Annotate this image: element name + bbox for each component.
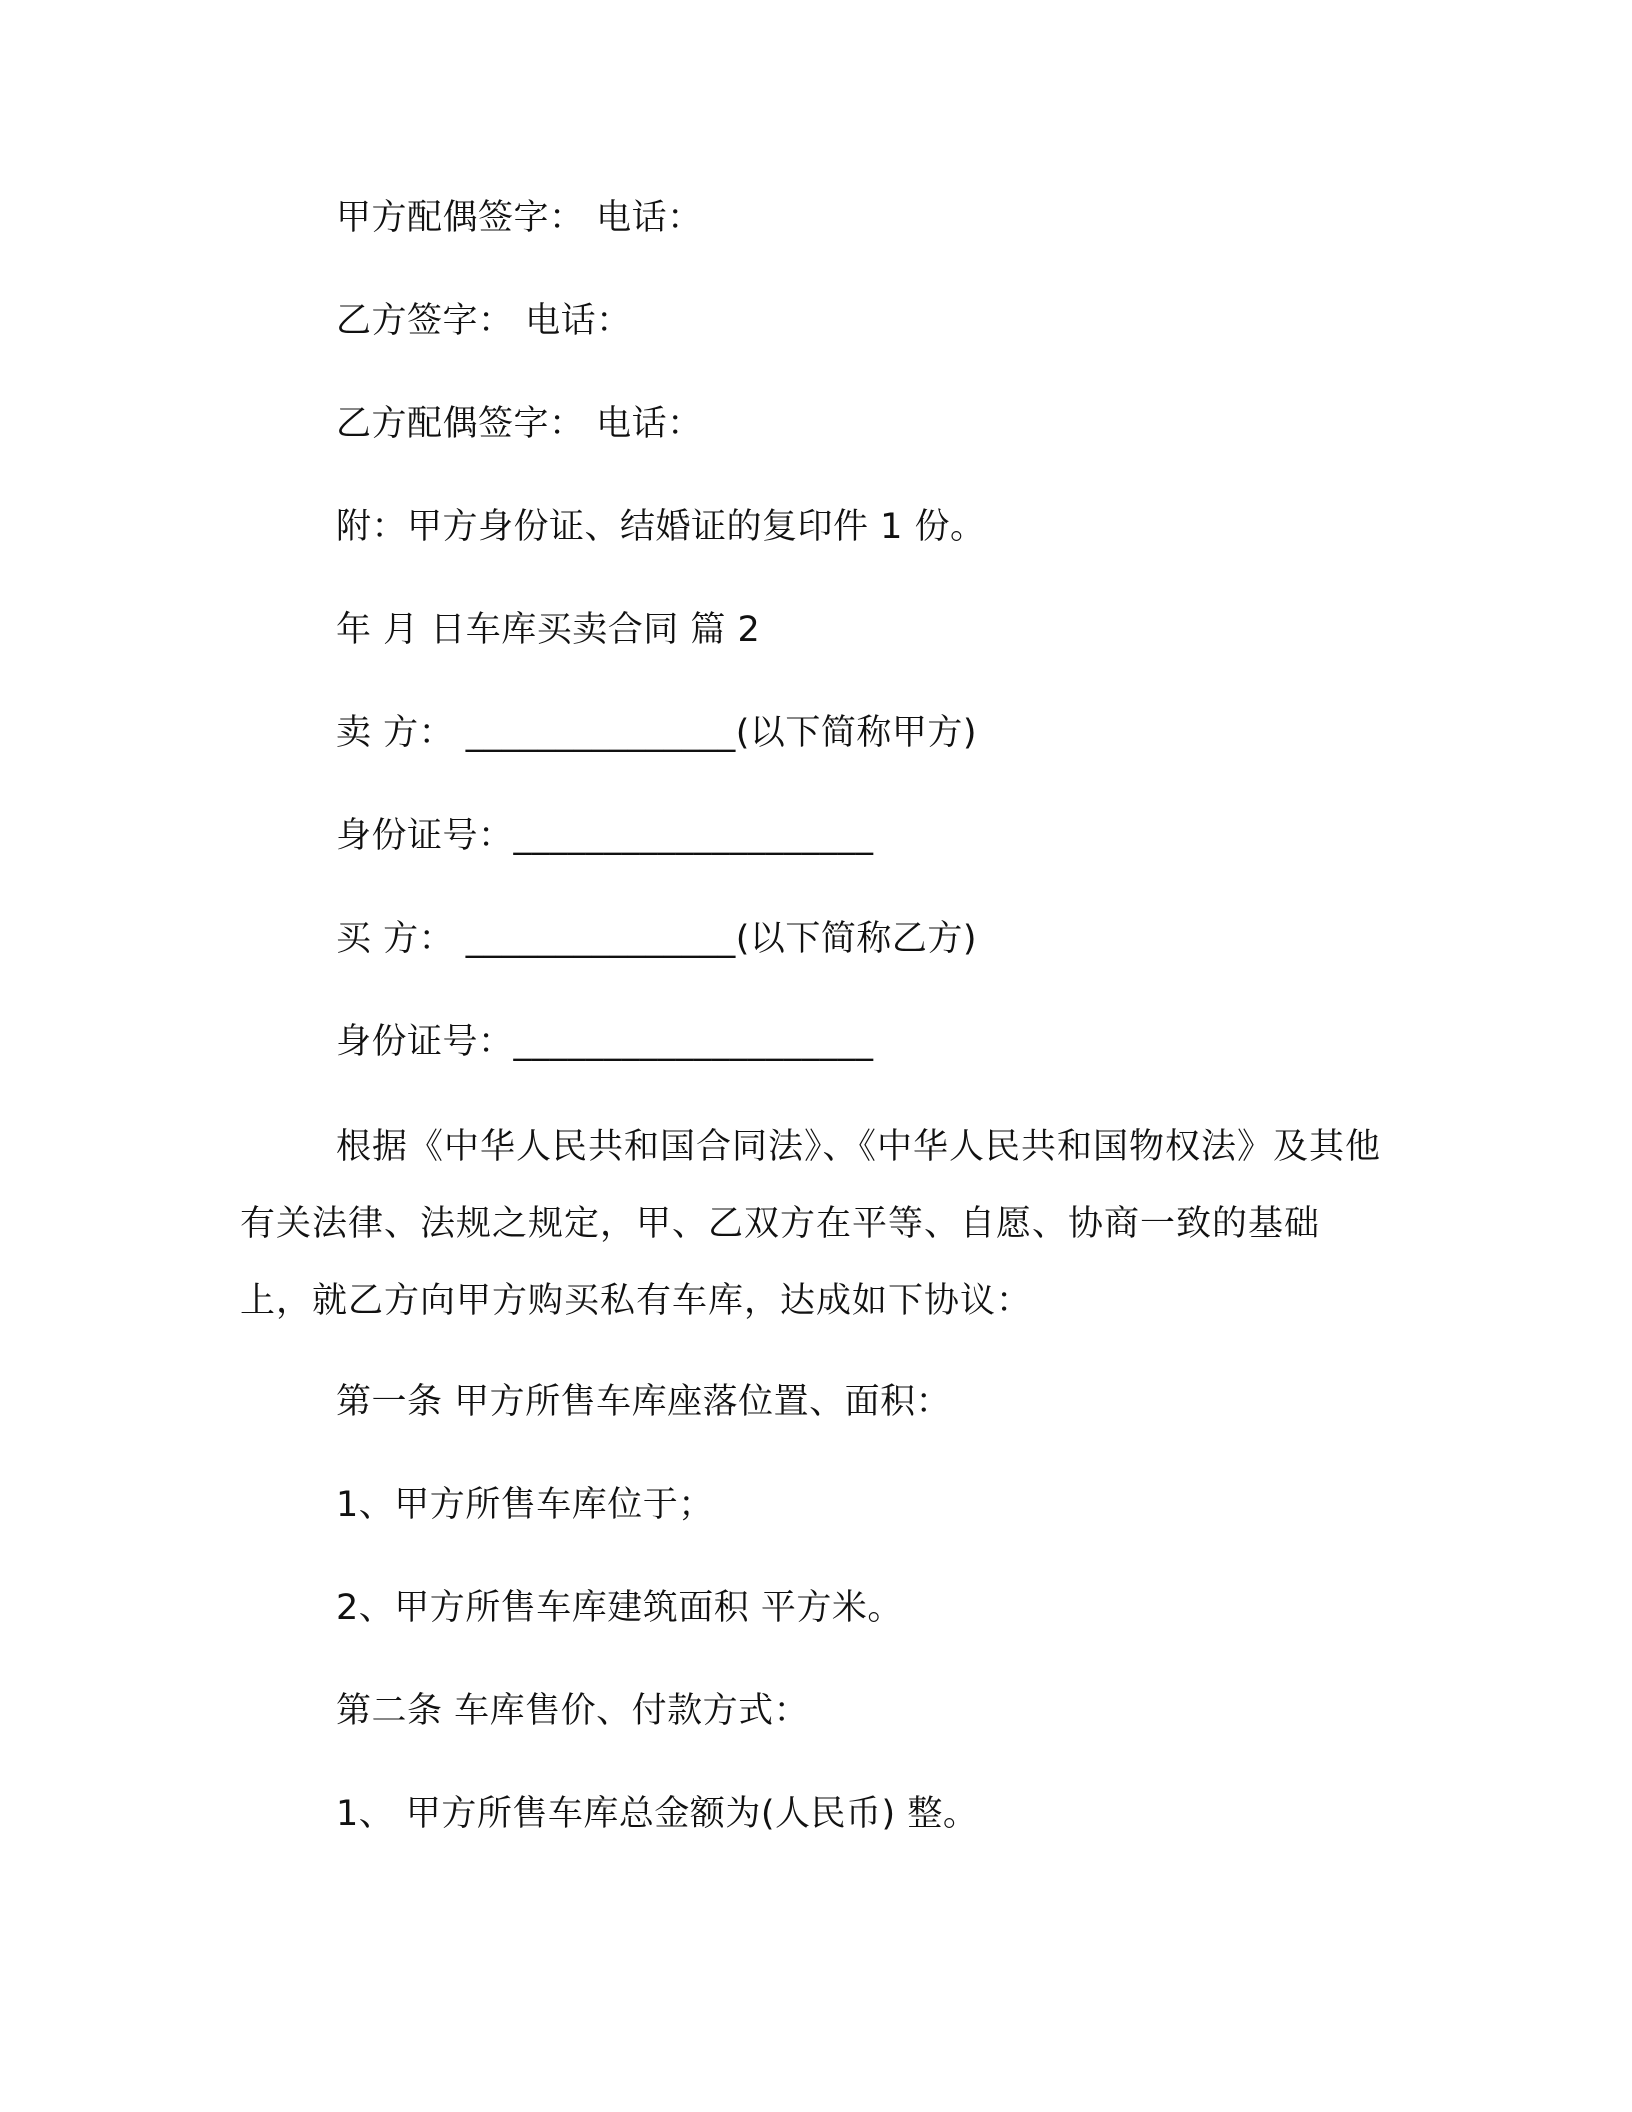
clause-1-item-1: 1、甲方所售车库位于； [336,1485,714,1525]
attachment-note: 附：甲方身份证、结婚证的复印件 1 份。 [336,507,986,547]
buyer-id-number-line: 身份证号：____________________ [336,1022,874,1062]
preamble-paragraph: 根据《中华人民共和国合同法》、《中华人民共和国物权法》及其他有关法律、法规之规定，甲、乙双方在平等、自愿、协商一致的基础上，就乙方向甲方购买私有车库，达成如下协议： [240,1127,1382,1321]
party-b-spouse-signature-line: 乙方配偶签字： 电话： [336,404,703,444]
party-a-spouse-signature-line: 甲方配偶签字： 电话： [336,198,703,238]
clause-1-heading: 第一条 甲方所售车库座落位置、面积： [336,1382,952,1422]
party-b-signature-line: 乙方签字： 电话： [336,301,632,341]
clause-1-item-2: 2、甲方所售车库建筑面积 平方米。 [336,1588,903,1628]
seller-line: 卖 方： _______________(以下简称甲方) [336,713,978,753]
clause-2-heading: 第二条 车库售价、付款方式： [336,1691,810,1731]
buyer-line: 买 方： _______________(以下简称乙方) [336,919,978,959]
date-and-contract-title: 年 月 日车库买卖合同 篇 2 [336,610,761,650]
seller-id-number-line: 身份证号：____________________ [336,816,874,856]
clause-2-item-1: 1、 甲方所售车库总金额为(人民币) 整。 [336,1794,979,1834]
